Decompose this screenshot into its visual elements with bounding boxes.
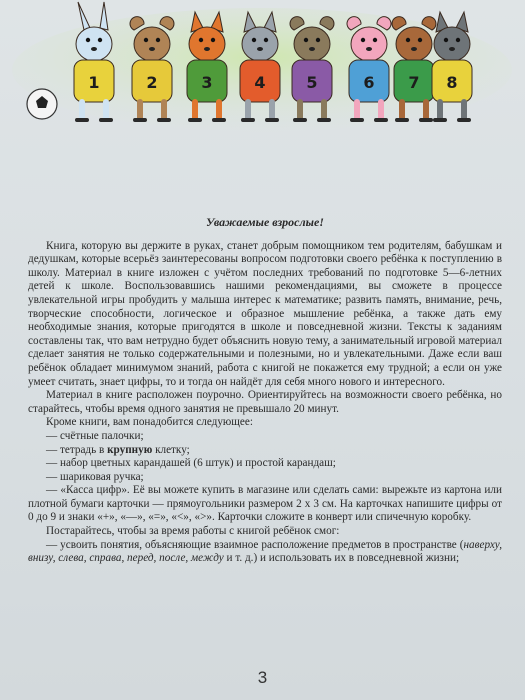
shirt-number: 3 [201,73,213,92]
rabbit-player-icon [74,2,114,120]
football-icon [27,89,57,119]
page-number: 3 [257,668,268,687]
goal-item-spatial: — усвоить понятия, объясняющие взаимное расположение предметов в пространстве (наверху, внизу, слева, справа, перед, после, между и т. д.) и использовать их в повседневной жизни; [28,538,502,565]
shirt-number: 7 [408,73,420,92]
shirt-number: 8 [446,73,458,92]
shirt-number: 4 [254,73,266,92]
shirt-number: 5 [306,73,318,92]
list-item-notebook: — тетрадь в крупную клетку; [46,443,190,456]
paragraph-intro: Книга, которую вы держите в руках, станет добрым помощником тем родителям, бабушкам и дедушкам, которые всерьёз заинтересованы вопросом подготовки своего ребёнка к поступлению в школу. Материал в книге изложен с учётом последних требований по подготовке 5—6-летних детей к школе. Воспользовавшись нашими рекомендациями, вы сможете в процессе увлекательной игры пробудить у малыша интерес к математике; развить память, внимание, речь, творческие способности, логическое и образное мышление ребёнка, а также дать ему необходимые знания, которые пригодятся в школе и повседневной жизни. Тексты к заданиям составлены так, что вам нетрудно будет объяснить новую тему, а занимательный игровой материал сделает занятия не только содержательными и полезными, но и увлекательными. Даже если ваш ребёнок обладает минимумом знаний, работа с книгой не покажется ему трудной; а если он уже умеет считать, знает цифры, то и тогда он найдёт для себя много нового и интересного. [28,239,502,388]
list-item-sticks: — счётные палочки; [46,429,144,442]
page-title: Уважаемые взрослые! [206,215,324,229]
animal-football-team-illustration [12,0,512,132]
introduction-text [28,216,502,566]
list-item-pen: — шариковая ручка; [46,470,144,483]
shirt-number: 2 [146,73,158,92]
list-item-pencils: — набор цветных карандашей (6 штук) и простой карандаш; [46,457,336,470]
paragraph-lessons: Материал в книге расположен поурочно. Ориентируйтесь на возможности своего ребёнка, но старайтесь, чтобы время одного занятия не превышало 20 минут. [28,389,502,415]
shirt-number: 6 [363,73,375,92]
paragraph-materials-intro: Кроме книги, вам понадобится следующее: [46,416,253,429]
shirt-number: 1 [88,73,100,92]
paragraph-goals-intro: Постарайтесь, чтобы за время работы с книгой ребёнок смог: [46,525,340,538]
list-item-digit-cards: — «Касса цифр». Её вы можете купить в магазине или сделать сами: вырежьте из картона или плотной бумаги карточки — прямоугольники размером 2 х 3 см. На карточках напишите цифры от 0 до 9 и знаки «+», «—», «=», «<», «>». Карточки сложите в конверт или спичечную коробку. [28,484,502,524]
